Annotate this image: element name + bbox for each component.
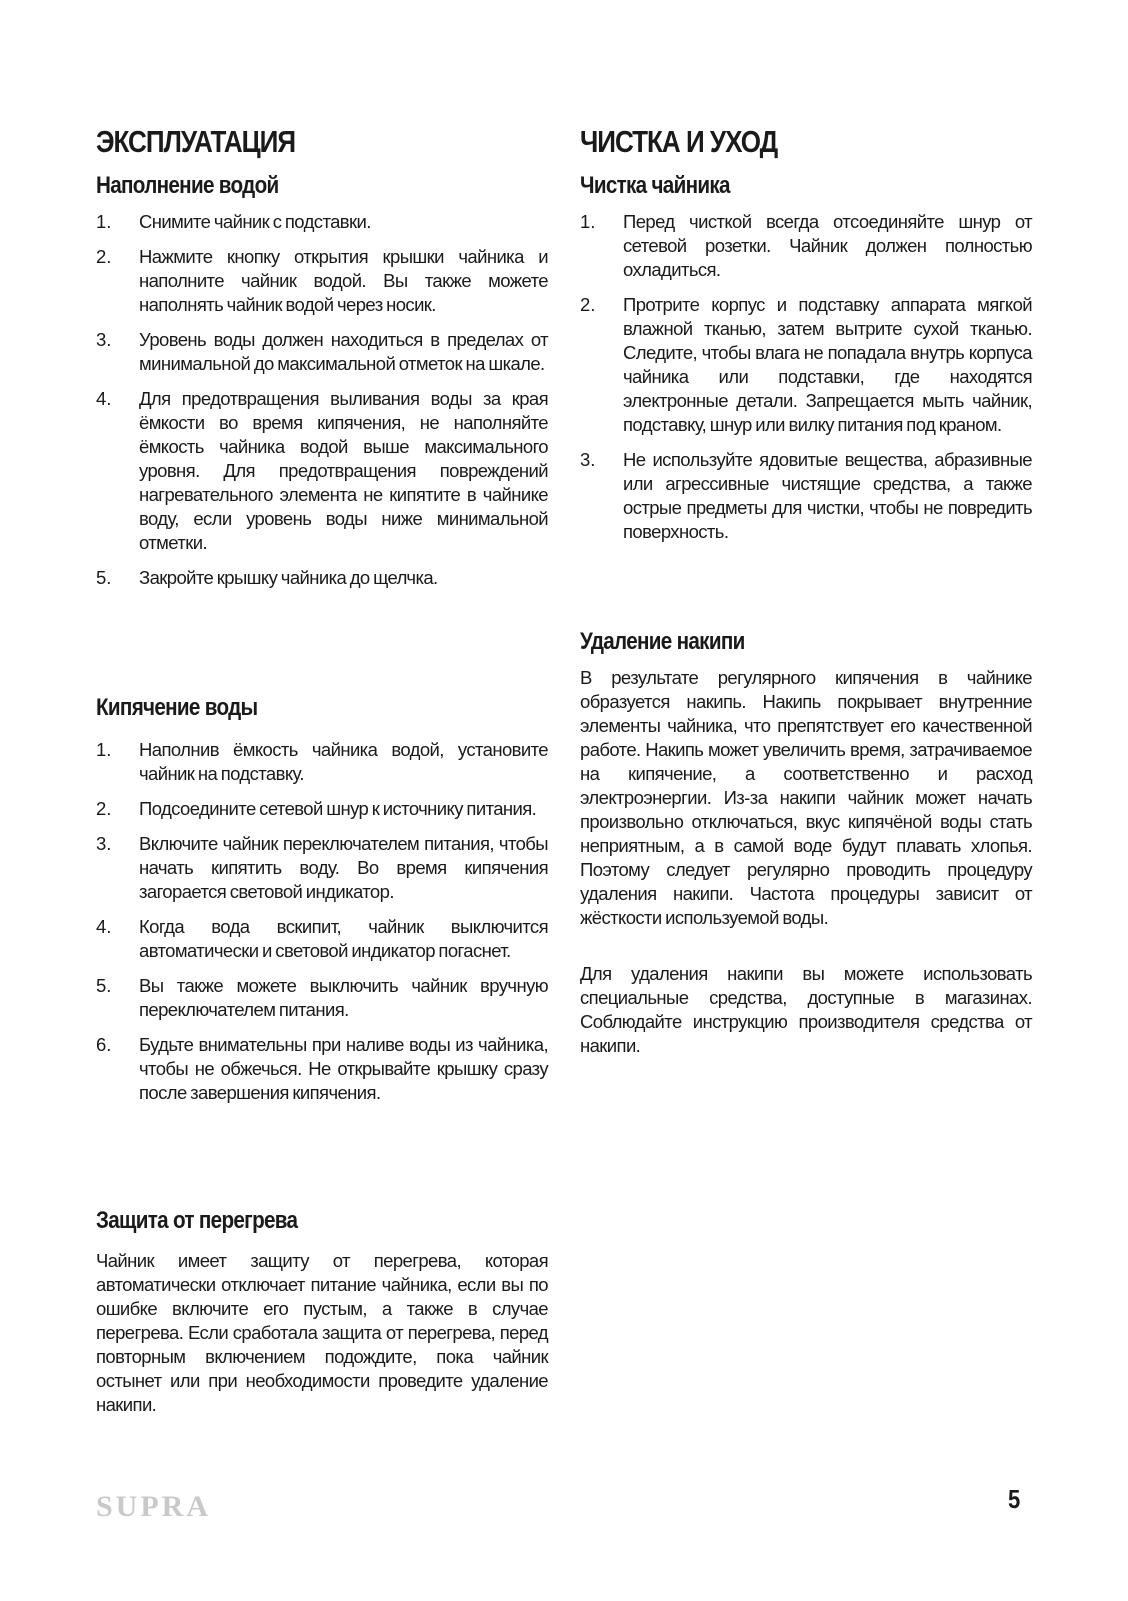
list-item: 1. Перед чисткой всегда отсоединяйте шнур от сетевой розетки. Чайник должен полностью охладиться.	[580, 211, 1032, 280]
list-item: 1. Снимите чайник с подставки.	[96, 211, 371, 232]
list-item: 6. Будьте внимательны при наливе воды из чайника, чтобы не обжечься. Не открывайте крышку сразу после завершения кипячения.	[96, 1034, 548, 1103]
boiling-steps-list	[96, 738, 548, 1105]
list-item: 3. Не используйте ядовитые вещества, абразивные или агрессивные чистящие средства, а также острые предметы для чистки, чтобы не повредить поверхность.	[580, 449, 1032, 542]
section-title-operation: ЭКСПЛУАТАЦИЯ	[96, 124, 296, 159]
list-item: 5. Вы также можете выключить чайник вручную переключателем питания.	[96, 975, 548, 1020]
list-item: 3. Уровень воды должен находиться в пределах от минимальной до максимальной отметок на шкале.	[96, 329, 548, 374]
list-item: 3. Включите чайник переключателем питания, чтобы начать кипятить воду. Во время кипячения загорается световой индикатор.	[96, 833, 548, 902]
list-item: 2. Нажмите кнопку открытия крышки чайника и наполните чайник водой. Вы также можете наполнять чайник водой через носик.	[96, 246, 548, 315]
subheading-overheat: Защита от перегрева	[96, 1207, 298, 1234]
list-item: 4. Когда вода вскипит, чайник выключится автоматически и световой индикатор погаснет.	[96, 916, 548, 961]
list-item: 1. Наполнив ёмкость чайника водой, установите чайник на подставку.	[96, 739, 548, 784]
overheat-paragraph: Чайник имеет защиту от перегрева, которая автоматически отключает питание чайника, если вы по ошибке включите его пустым, а также в случае перегрева. Если сработала защита от перегрева, перед повторным включением подождите, пока чайник остынет или при необходимости проведите удаление накипи.	[96, 1250, 548, 1415]
list-item: 5. Закройте крышку чайника до щелчка.	[96, 567, 438, 588]
list-item: 2. Подсоедините сетевой шнур к источнику питания.	[96, 798, 537, 819]
cleaning-steps-list	[580, 210, 1032, 544]
subheading-boiling: Кипячение воды	[96, 694, 258, 721]
page-number: 5	[1008, 1484, 1021, 1514]
subheading-descaling: Удаление накипи	[580, 628, 745, 655]
section-title-cleaning: ЧИСТКА И УХОД	[580, 124, 778, 159]
list-item: 2. Протрите корпус и подставку аппарата мягкой влажной тканью, затем вытрите сухой тканью. Следите, чтобы влага не попадала внутрь корпуса чайника или подставки, где находятся электронные детали. Запрещается мыть чайник, подставку, шнур или вилку питания под краном.	[580, 294, 1032, 435]
subheading-filling: Наполнение водой	[96, 172, 279, 199]
subheading-kettle-cleaning: Чистка чайника	[580, 172, 730, 199]
list-item: 4. Для предотвращения выливания воды за края ёмкости во время кипячения, не наполняйте ёмкость чайника водой выше максимального уровня. Для предотвращения повреждений нагревательного элемента не кипятите в чайнике воду, если уровень воды ниже минимальной отметки.	[96, 388, 548, 553]
filling-steps-list	[96, 210, 548, 590]
descaling-paragraph-2: Для удаления накипи вы можете использовать специальные средства, доступные в магазинах. Соблюдайте инструкцию производителя средства от накипи.	[580, 963, 1032, 1056]
descaling-paragraph-1: В результате регулярного кипячения в чайнике образуется накипь. Накипь покрывает внутренние элементы чайника, что препятствует его качественной работе. Накипь может увеличить время, затрачиваемое на кипячение, а соответственно и расход электроэнергии. Из-за накипи чайник может начать произвольно отключаться, вкус кипячёной воды стать неприятным, а в самой воде будут плавать хлопья. Поэтому следует регулярно проводить процедуру удаления накипи. Частота процедуры зависит от жёсткости используемой воды.	[580, 667, 1032, 928]
supra-logo: SUPRA	[96, 1490, 212, 1523]
